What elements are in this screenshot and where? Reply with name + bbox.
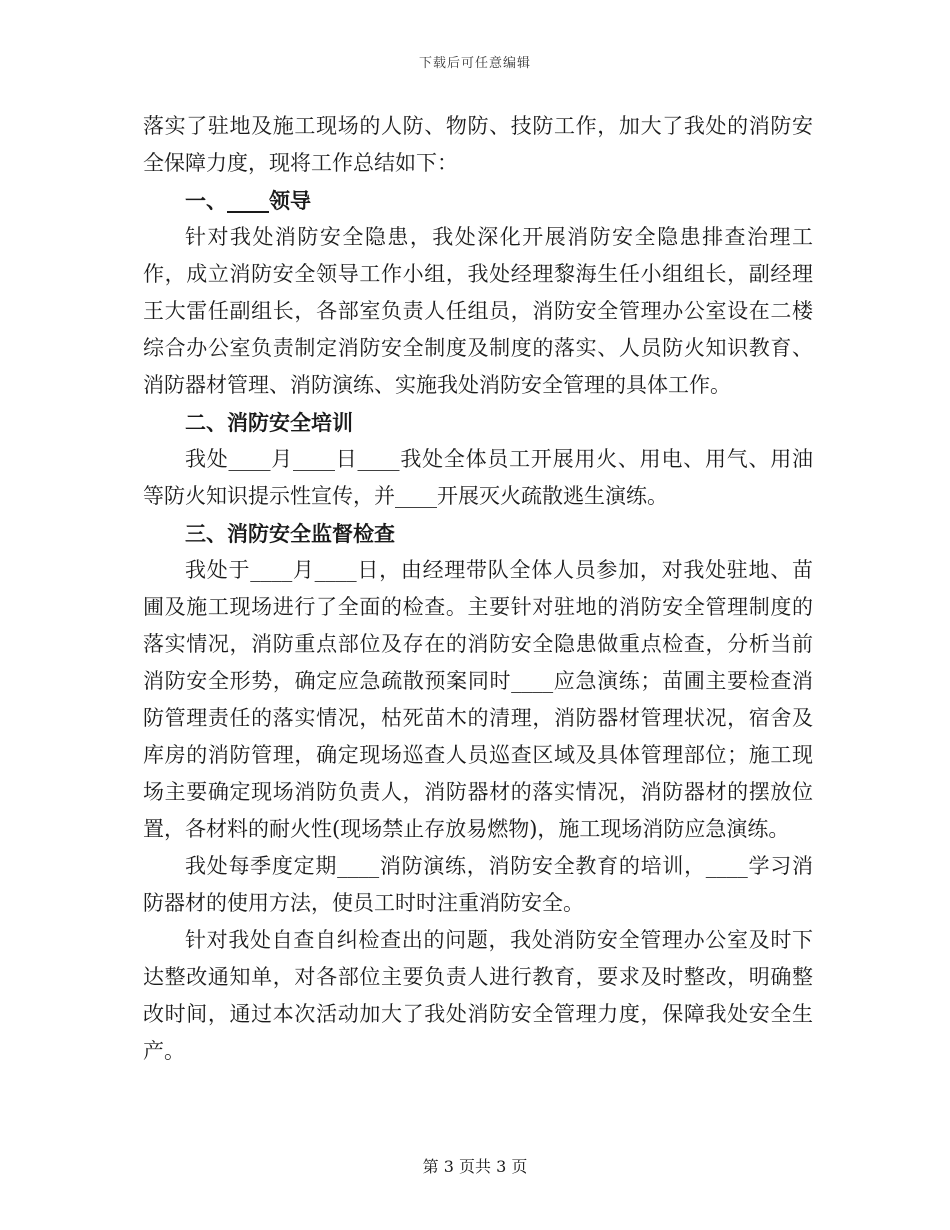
section-heading-leadership: 一、____领导 <box>185 188 311 213</box>
body-paragraph: 我处每季度定期____消防演练，消防安全教育的培训，____学习消防器材的使用方法，使员工时时注重消防安全。 <box>143 854 813 915</box>
body-paragraph: 我处于____月____日，由经理带队全体人员参加，对我处驻地、苗圃及施工现场进行了全面的检查。主要针对驻地的消防安全管理制度的落实情况，消防重点部位及存在的消防安全隐患做重点检查，分析当前消防安全形势，确定应急疏散预案同时____应急演练；苗圃主要检查消防管理责任的落实情况，枯死苗木的清理，消防器材管理状况，宿舍及库房的消防管理，确定现场巡查人员巡查区域及具体管理部位；施工现场主要确定现场消防负责人，消防器材的落实情况，消防器材的摆放位置，各材料的耐火性(现场禁止存放易燃物)，施工现场消防应急演练。 <box>143 558 813 841</box>
page-number: 第 3 页共 3 页 <box>422 1157 528 1176</box>
section-heading-inspection: 三、消防安全监督检查 <box>185 521 395 546</box>
body-paragraph: 落实了驻地及施工现场的人防、物防、技防工作，加大了我处的消防安全保障力度，现将工作总结如下： <box>143 114 813 175</box>
page-header-note: 下载后可任意编辑 <box>418 56 531 71</box>
document-body <box>143 108 813 1070</box>
body-paragraph: 我处____月____日____我处全体员工开展用火、用电、用气、用油等防火知识提示性宣传，并____开展灭火疏散逃生演练。 <box>143 447 813 508</box>
body-paragraph: 针对我处消防安全隐患，我处深化开展消防安全隐患排查治理工作，成立消防安全领导工作小组，我处经理黎海生任小组组长，副经理王大雷任副组长，各部室负责人任组员，消防安全管理办公室设在二楼综合办公室负责制定消防安全制度及制度的落实、人员防火知识教育、消防器材管理、消防演练、实施我处消防安全管理的具体工作。 <box>143 225 813 397</box>
section-heading-training: 二、消防安全培训 <box>185 410 353 435</box>
body-paragraph: 针对我处自查自纠检查出的问题，我处消防安全管理办公室及时下达整改通知单，对各部位主要负责人进行教育，要求及时整改，明确整改时间，通过本次活动加大了我处消防安全管理力度，保障我处安全生产。 <box>143 928 813 1063</box>
